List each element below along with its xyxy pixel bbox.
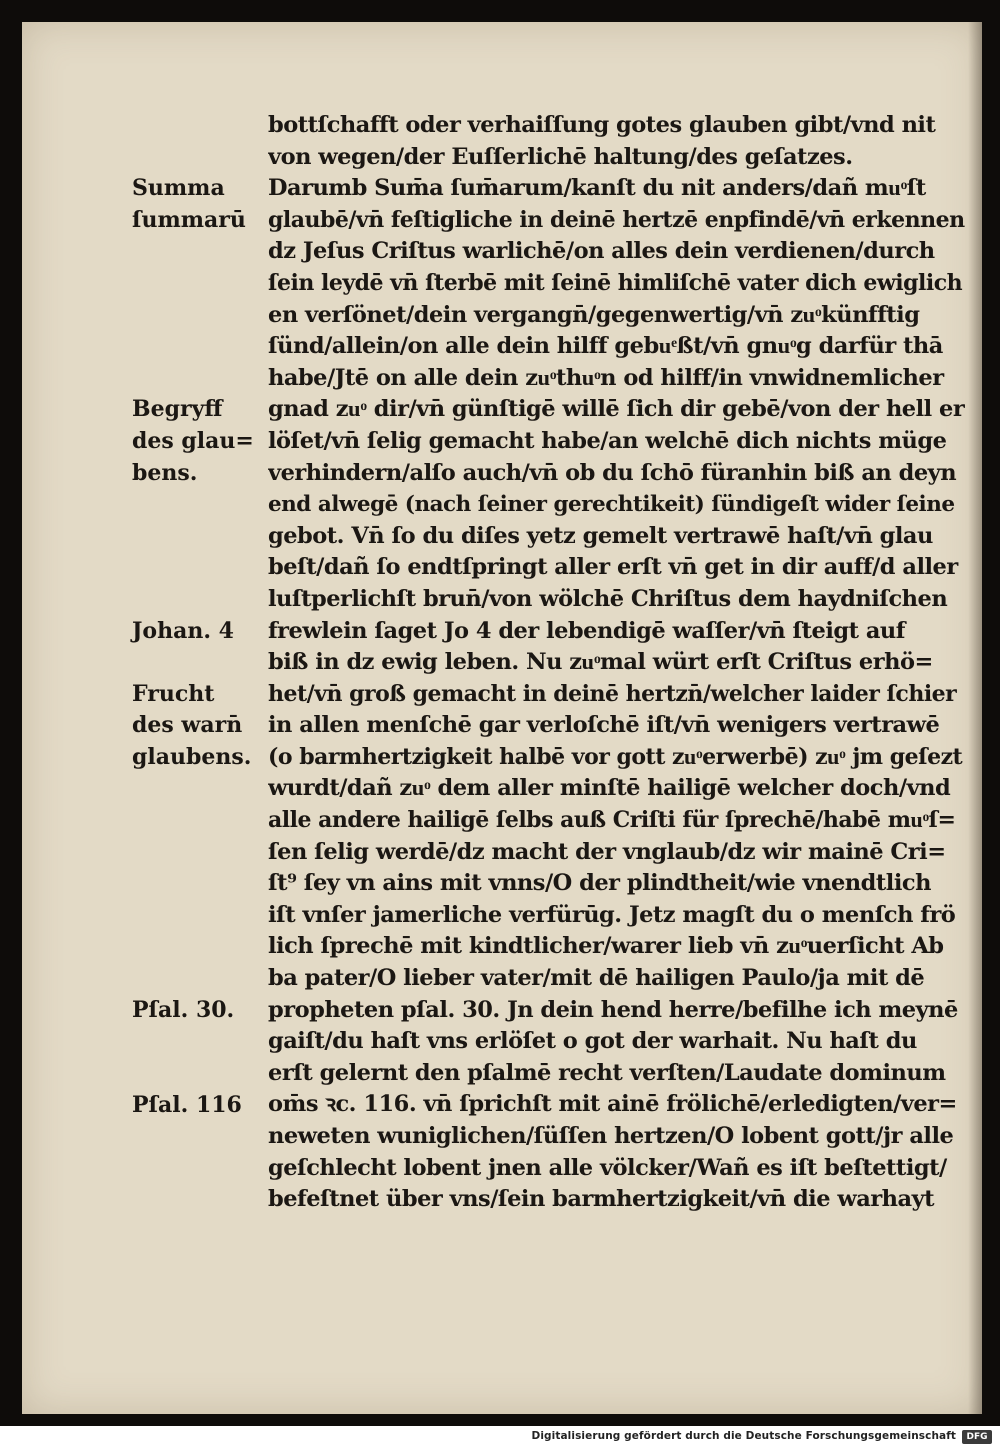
text-line: gaiſt/du haſt vns erlöſet o got der warhait. Nu haſt du bbox=[268, 1028, 917, 1055]
text-line: het/vn̄ groß gemacht in deinē hertzn̄/welcher laider ſchier bbox=[268, 680, 957, 707]
text-line: verhindern/alſo auch/vn̄ ob du ſchō füranhin biß an deyn bbox=[268, 459, 957, 486]
margin-note-line: Pſal. 116 bbox=[132, 1091, 242, 1118]
margin-note-line: Pſal. 30. bbox=[132, 996, 235, 1023]
text-line: habe/Jtē on alle dein zuͦthuͦn od hilff/in vnwidnemlicher bbox=[268, 364, 944, 391]
margin-note bbox=[132, 995, 268, 1027]
text-line: von wegen/der Euſſerlichē haltung/des geſatzes. bbox=[268, 143, 853, 170]
margin-note bbox=[132, 616, 268, 648]
margin-note-line: des warn̄ bbox=[132, 712, 243, 739]
text-line: löſet/vn̄ ſelig gemacht habe/an welchē dich nichts müge bbox=[268, 427, 947, 454]
text-line: ſünd/allein/on alle dein hilff gebuͤßt/vn̄ gnuͦg darfür thā bbox=[268, 333, 943, 360]
text-line: wurdt/dañ zuͦ dem aller minſtē hailigē welcher doch/vnd bbox=[268, 775, 951, 802]
text-line: frewlein ſaget Jo 4 der lebendigē waſſer/vn̄ ſteigt auf bbox=[268, 617, 905, 644]
text-line: erſt gelernt den pſalmē recht verſten/Laudate dominum bbox=[268, 1059, 946, 1086]
text-line: end alwegē (nach ſeiner gerechtikeit) ſündigeſt wider ſeine bbox=[268, 492, 955, 518]
margin-note bbox=[132, 173, 268, 236]
text-line: Darumb Sum̄a ſum̄arum/kanſt du nit anders/dañ muͦſt bbox=[268, 175, 926, 202]
margin-note-line: Johan. 4 bbox=[132, 617, 234, 644]
text-line: lich ſprechē mit kindtlicher/warer lieb vn̄ zuͦuerſicht Ab bbox=[268, 933, 944, 960]
margin-note bbox=[132, 394, 268, 489]
margin-note bbox=[132, 679, 268, 774]
text-line: (o barmhertzigkeit halbē vor gott zuͦerwerbē) zuͦ jm geſezt bbox=[268, 743, 963, 770]
dfg-logo: DFG bbox=[962, 1430, 992, 1444]
margin-note-line: ſummarū bbox=[132, 206, 246, 233]
text-line: geſchlecht lobent jnen alle völcker/Wañ es iſt beſtettigt/ bbox=[268, 1154, 947, 1181]
footer-bar bbox=[0, 1426, 1000, 1449]
text-line: ſt⁹ ſey vn ains mit vnns/O der plindtheit/wie vnendtlich bbox=[268, 870, 931, 897]
margin-note bbox=[132, 1090, 268, 1122]
text-line: gnad zuͦ dir/vn̄ günſtigē willē ſich dir gebē/von der hell er bbox=[268, 396, 965, 423]
text-line: neweten wuniglichen/ſüſſen hertzen/O lobent gott/jr alle bbox=[268, 1123, 954, 1149]
margin-note-line: Frucht bbox=[132, 680, 215, 707]
text-line: propheten pſal. 30. Jn dein hend herre/befilhe ich meynē bbox=[268, 996, 958, 1023]
margin-note-line: des glau= bbox=[132, 427, 254, 454]
funding-credit: Digitalisierung gefördert durch die Deutsche Forschungsgemeinschaft bbox=[531, 1430, 956, 1442]
text-line: om̄s ꝛc. 116. vn̄ ſprichſt mit ainē frölichē/erledigten/ver= bbox=[268, 1091, 957, 1118]
text-line: bottſchafft oder verhaiſſung gotes glauben gibt/vnd nit bbox=[268, 112, 936, 138]
text-line: befeſtnet über vns/ſein barmhertzigkeit/vn̄ die warhayt bbox=[268, 1186, 935, 1213]
text-line: luſtperlichſt brun̄/von wölchē Chriſtus dem haydniſchen bbox=[268, 585, 948, 612]
text-line: glaubē/vn̄ feſtigliche in deinē hertzē enpfindē/vn̄ erkennen bbox=[268, 206, 965, 233]
text-line: beſt/dañ ſo endtſpringt aller erſt vn̄ get in dir auff/d aller bbox=[268, 554, 958, 581]
text-line: alle andere hailigē ſelbs auß Criſti für ſprechē/habē muͦſ= bbox=[268, 807, 956, 834]
margin-note-line: bens. bbox=[132, 459, 198, 486]
margin-note-line: Begryff bbox=[132, 396, 223, 423]
text-line: ſen ſelig werdē/dz macht der vnglaub/dz wir mainē Cri= bbox=[268, 838, 946, 865]
margin-note-line: Summa bbox=[132, 175, 225, 202]
book-page bbox=[22, 22, 982, 1414]
main-text-block bbox=[268, 110, 968, 1216]
margin-note-line: glaubens. bbox=[132, 743, 252, 770]
text-line: gebot. Vn̄ ſo du diſes yetz gemelt vertrawē haſt/vn̄ glau bbox=[268, 522, 933, 549]
text-line: ba pater/O lieber vater/mit dē hailigen Paulo/ja mit dē bbox=[268, 965, 925, 992]
text-line: in allen menſchē gar verloſchē iſt/vn̄ wenigers vertrawē bbox=[268, 712, 940, 739]
text-line: dz Jeſus Criſtus warlichē/on alles dein verdienen/durch bbox=[268, 238, 935, 265]
text-line: ſein leydē vn̄ ſterbē mit ſeinē himliſchē vater dich ewiglich bbox=[268, 269, 963, 296]
text-line: iſt vnſer jamerliche verfürūg. Jetz magſt du o menſch frö bbox=[268, 901, 956, 928]
text-line: biß in dz ewig leben. Nu zuͦmal würt erſt Criſtus erhö= bbox=[268, 649, 933, 676]
text-line: en verſönet/dein vergangn̄/gegenwertig/vn̄ zuͦkünfftig bbox=[268, 301, 920, 328]
